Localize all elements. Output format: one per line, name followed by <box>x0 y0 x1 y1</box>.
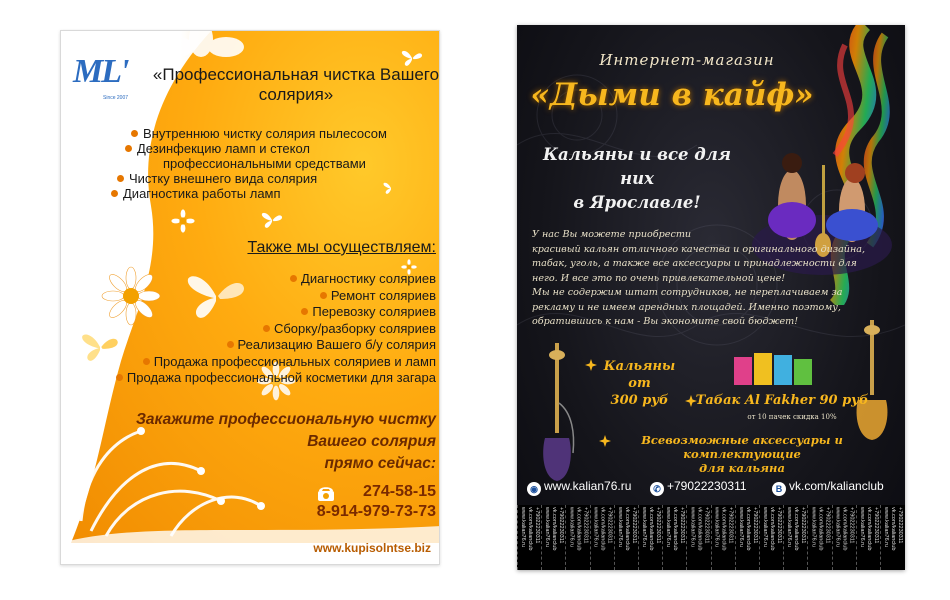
contact-vk[interactable] <box>772 479 884 496</box>
tear-off-text: +79022230311 <box>872 507 879 544</box>
tear-off-tab[interactable] <box>783 505 807 570</box>
daisy-icon <box>171 209 195 233</box>
tear-off-text: +79022230311 <box>751 507 758 544</box>
tear-off-text: +79022230311 <box>824 507 831 544</box>
globe-icon: ◉ <box>527 482 541 496</box>
tear-off-text: +79022230311 <box>679 507 686 544</box>
tear-off-text: +79022230311 <box>582 507 589 544</box>
tear-off-text: vk.com/kalianclub <box>648 507 654 551</box>
tear-off-text: vk.com/kalianclub <box>672 507 679 551</box>
description-line: обратившись к нам - Вы экономите свой бюджет! <box>532 316 799 327</box>
contact-site-text: www.kalian76.ru <box>544 479 632 493</box>
also-item-text: Реализацию Вашего б/у солярия <box>237 337 436 352</box>
hookah-price <box>597 358 682 409</box>
contact-site[interactable] <box>527 479 631 496</box>
tear-off-tab[interactable] <box>590 505 614 570</box>
bullet-dot <box>131 130 138 137</box>
tear-off-text: www.kalian76.ru <box>616 507 623 548</box>
list-item <box>61 288 436 305</box>
hookah-icon <box>852 320 892 440</box>
tear-off-text: vk.com/kalianclub <box>575 507 582 551</box>
also-item-text: Ремонт соляриев <box>330 287 436 303</box>
bullet-dot <box>227 341 234 348</box>
call-to-action <box>81 409 436 475</box>
discount-note: от 10 пачек скидка 10% <box>747 413 837 421</box>
tobacco-boxes-image <box>732 347 817 389</box>
vk-icon: B <box>772 482 786 496</box>
tear-off-tab[interactable] <box>614 505 638 570</box>
tear-off-text: +79022230311 <box>703 507 710 544</box>
tear-off-text: www.kalian76.ru <box>810 507 817 548</box>
tear-off-tab[interactable] <box>541 505 565 570</box>
tagline-line: Кальяны и все для них <box>543 145 731 188</box>
list-item <box>61 141 440 156</box>
tear-off-tab[interactable] <box>735 505 759 570</box>
service-text: Внутреннюю чистку солярия пылесосом <box>143 126 387 141</box>
tear-off-tab[interactable] <box>807 505 831 570</box>
tear-off-tab[interactable] <box>832 505 856 570</box>
tear-off-tab[interactable] <box>638 505 662 570</box>
cta-line: прямо сейчас: <box>324 455 436 472</box>
phone-number-mobile[interactable]: 8-914-979-73-73 <box>316 503 436 520</box>
list-item <box>61 156 440 171</box>
tear-off-tab[interactable] <box>759 505 783 570</box>
tear-off-text: +79022230311 <box>534 507 540 544</box>
tear-off-strips <box>517 505 905 570</box>
logo-text: ML' <box>73 53 128 90</box>
list-item <box>61 354 436 371</box>
description-line: У нас Вы можете приобрести <box>532 229 692 240</box>
contacts-bar <box>522 477 900 499</box>
tobacco-price: Табак Al Fakher 90 руб <box>695 393 869 408</box>
cta-line: Закажите профессиональную чистку <box>135 411 436 428</box>
tear-off-tab[interactable] <box>565 505 589 570</box>
description-line: рекламу и не имеем арендных площадей. Именно поэтому, <box>532 301 841 313</box>
solarium-cleaning-flyer <box>60 30 440 565</box>
flyer-title: «Профессиональная чистка Вашего солярия» <box>152 65 440 104</box>
bullet-dot <box>111 190 118 197</box>
tear-off-tab[interactable] <box>711 505 735 570</box>
tear-off-text: www.kalian76.ru <box>592 507 599 548</box>
tear-off-text: www.kalian76.ru <box>544 507 551 548</box>
bullet-dot <box>116 374 123 381</box>
tear-off-text: vk.com/kalianclub <box>623 507 630 551</box>
tear-off-tab[interactable] <box>856 505 880 570</box>
tear-off-text: vk.com/kalianclub <box>865 507 872 551</box>
tear-off-text: vk.com/kalianclub <box>744 507 751 551</box>
tagline-line: в Ярославле! <box>573 193 701 212</box>
contact-vk-text: vk.com/kalianclub <box>789 479 884 493</box>
services-list <box>61 126 440 201</box>
also-item-text: Сборку/разборку соляриев <box>273 320 436 336</box>
tear-off-text: vk.com/kalianclub <box>527 507 533 551</box>
bullet-dot <box>320 292 327 299</box>
also-item-text: Продажа профессиональной косметики для загара <box>126 370 436 385</box>
tear-off-tab[interactable] <box>880 505 904 570</box>
tear-off-text: www.kalian76.ru <box>834 507 841 548</box>
tear-off-text: www.kalian76.ru <box>665 507 672 548</box>
tear-off-text: www.kalian76.ru <box>762 507 768 548</box>
ml-logo <box>73 53 133 113</box>
phone-number-city[interactable]: 274-58-15 <box>363 483 436 500</box>
also-item-text: Продажа профессиональных соляриев и ламп <box>153 353 436 369</box>
tear-off-text: +79022230311 <box>897 507 903 544</box>
tear-off-text: vk.com/kalianclub <box>793 507 800 551</box>
tear-off-text: +79022230311 <box>655 507 661 544</box>
tear-off-text: +79022230311 <box>606 507 613 544</box>
description-line: красивый кальян отличного качества и оригинального дизайна, <box>532 243 866 255</box>
tear-off-tab[interactable] <box>686 505 710 570</box>
bullet-dot <box>290 275 297 282</box>
cta-line: Вашего солярия <box>307 433 436 450</box>
tear-off-tab[interactable] <box>517 505 541 570</box>
description-line: Мы не содержим штат сотрудников, не переплачиваем за <box>532 287 843 298</box>
website-link[interactable]: www.kupisolntse.biz <box>313 541 431 555</box>
butterfly-icon <box>261 211 283 229</box>
description-line: табак, уголь, а также все аксессуары и принадлежности для <box>532 258 857 269</box>
bullet-dot <box>143 358 150 365</box>
service-text: Диагностика работы ламп <box>123 186 281 201</box>
shop-subtitle: Интернет-магазин <box>599 51 775 69</box>
list-item <box>61 370 436 387</box>
also-services-list <box>61 271 436 387</box>
tear-off-text: www.kalian76.ru <box>689 507 696 548</box>
list-item <box>61 171 440 186</box>
accessories-line: для кальяна <box>699 461 785 475</box>
also-item-text: Перевозку соляриев <box>312 304 436 319</box>
tear-off-text: www.kalian76.ru <box>520 507 526 548</box>
accessories-line: Всевозможные аксессуары и комплектующие <box>641 433 843 461</box>
description-line: него. И все это по очень привлекательной цене! <box>532 272 786 284</box>
also-heading: Также мы осуществляем: <box>247 239 436 256</box>
tear-off-text: +79022230311 <box>727 507 734 544</box>
list-item <box>61 304 436 321</box>
tear-off-text: +79022230311 <box>630 507 637 544</box>
bullet-dot <box>125 145 132 152</box>
logo-subtext: Since 2007 <box>103 95 129 101</box>
star-icon <box>585 359 597 371</box>
list-item <box>61 271 436 288</box>
tear-off-text: vk.com/kalianclub <box>890 507 896 551</box>
bullet-dot <box>301 308 308 315</box>
tear-off-text: vk.com/kalianclub <box>841 507 848 551</box>
price-line: 300 руб <box>610 393 669 408</box>
tear-off-tab[interactable] <box>662 505 686 570</box>
tear-off-text: www.kalian76.ru <box>641 507 647 548</box>
tear-off-text: www.kalian76.ru <box>568 507 575 548</box>
tear-off-text: +79022230311 <box>558 507 565 544</box>
price-line: Кальяны от <box>603 359 676 391</box>
accessories-text <box>597 433 887 475</box>
tear-off-text: www.kalian76.ru <box>883 507 889 548</box>
list-item <box>61 321 436 338</box>
tear-off-text: www.kalian76.ru <box>786 507 793 548</box>
tear-off-text: www.kalian76.ru <box>858 507 865 548</box>
bullet-dot <box>117 175 124 182</box>
hookah-icon <box>537 343 577 483</box>
phone-icon: ✆ <box>650 482 664 496</box>
service-text: Чистку внешнего вида солярия <box>129 171 318 186</box>
shop-description <box>532 228 892 330</box>
tear-off-text: www.kalian76.ru <box>737 507 744 548</box>
tear-off-text: vk.com/kalianclub <box>599 507 606 551</box>
tear-off-text: vk.com/kalianclub <box>817 507 824 551</box>
tear-off-text: +79022230311 <box>848 507 855 544</box>
tear-off-text: vk.com/kalianclub <box>769 507 775 551</box>
service-text: профессиональными средствами <box>163 156 366 171</box>
tear-off-text: +79022230311 <box>800 507 807 544</box>
tagline <box>532 143 742 215</box>
tear-off-text: www.kalian76.ru <box>713 507 720 548</box>
list-item <box>61 126 440 141</box>
service-text: Дезинфекцию ламп и стекол <box>137 141 311 156</box>
tear-off-text: +79022230311 <box>776 507 782 544</box>
shop-name: «Дыми в кайф» <box>530 77 814 113</box>
hookah-shop-flyer <box>517 25 905 570</box>
list-item <box>61 337 436 354</box>
contact-phone[interactable] <box>650 479 747 496</box>
tear-off-text: vk.com/kalianclub <box>696 507 703 551</box>
also-item-text: Диагностику соляриев <box>301 271 436 286</box>
tear-off-text: vk.com/kalianclub <box>720 507 727 551</box>
list-item <box>61 186 440 201</box>
tear-off-text: vk.com/kalianclub <box>551 507 558 551</box>
bullet-dot <box>263 325 270 332</box>
contact-phone-text: +79022230311 <box>667 479 747 493</box>
